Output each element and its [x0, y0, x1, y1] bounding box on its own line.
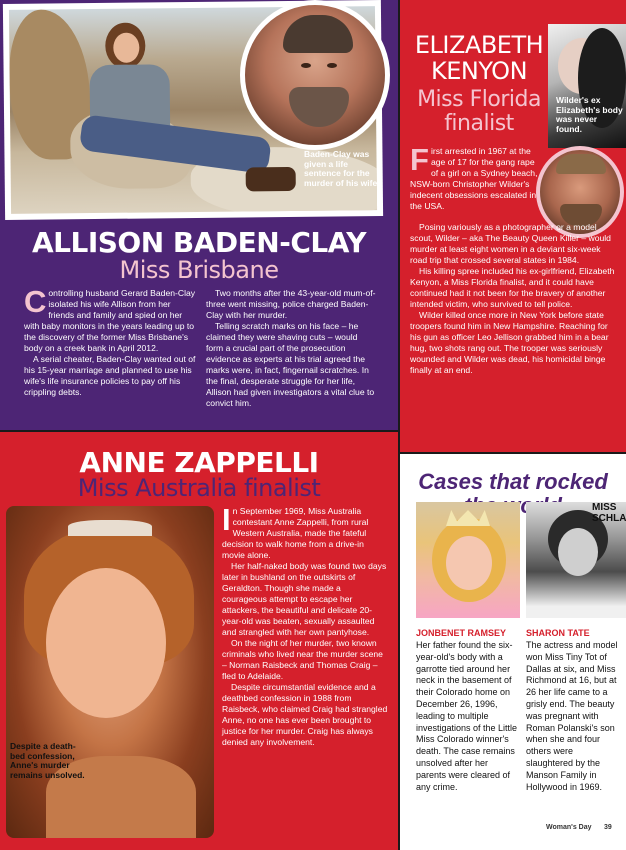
- allison-paragraph: ontrolling husband Gerard Baden-Clay isolated his wife Allison from her friends and family and spied on her with baby monitors in the years leading up to the discovery of the former Miss Brisbane's body on a creek bank in April 2012.: [24, 288, 196, 353]
- elizabeth-panel: [400, 0, 626, 452]
- gerard-eye: [327, 63, 337, 68]
- elizabeth-paragraph: irst arrested in 1967 at the age of 17 for the gang rape of a girl on a Sydney beach, NSW-born Christopher Wilder's indecent obsessions escalated in the USA.: [410, 146, 538, 211]
- gerard-hair: [283, 15, 353, 53]
- elizabeth-title-line: KENYON: [430, 57, 528, 85]
- gerard-beard: [289, 87, 349, 127]
- elizabeth-paragraph: Posing variously as a photographer or a model scout, Wilder – aka The Beauty Queen Killer – would murder at least eight women in a deviant six-week road trip that crossed several states in 1984.: [410, 222, 611, 265]
- elizabeth-subtitle-line: finalist: [444, 111, 514, 136]
- jonbenet-photo: [416, 502, 520, 618]
- anne-dropcap: I: [222, 502, 231, 537]
- allison-paragraph: Telling scratch marks on his face – he claimed they were shaving cuts – would form a crucial part of the prosecution evidence as experts at his trial agreed the marks were, in fact, fingernail scratches. In the final, desperate struggle for her life, Allison had given investigators a vital clue to convict him.: [206, 321, 375, 408]
- anne-photo: [6, 506, 214, 838]
- cases-panel: [400, 454, 626, 850]
- anne-paragraph: n September 1969, Miss Australia contestant Anne Zappelli, from rural Western Australia, made the fateful decision to walk home from a drive-in movie alone.: [222, 506, 369, 560]
- allison-panel: [0, 0, 398, 430]
- elizabeth-subtitle: [404, 88, 554, 136]
- elizabeth-paragraph: Wilder killed once more in New York before state troopers found him in New Hampshire. Reaching for his gun as officer Leo Jellison grabbed him in a bear hug, two shots rang out. The trooper was seriously wounded and Wilder was dead, his homicidal binge finally at an end.: [410, 310, 609, 375]
- elizabeth-title: [404, 32, 554, 84]
- gerard-eye: [301, 63, 311, 68]
- anne-face: [46, 568, 166, 718]
- allison-title: ALLISON BADEN-CLAY: [31, 226, 366, 259]
- anne-caption: Despite a death-bed confession, Anne's murder remains unsolved.: [10, 741, 85, 780]
- sharon-face: [558, 528, 598, 576]
- sharon-body: The actress and model won Miss Tiny Tot of Dallas at six, and Miss Richmond at 16, but at 26 her life came to a grisly end. The beauty was pregnant with Roman Polanski's son when she and four others were slaughtered by the Manson Family in Hollywood in 1969.: [526, 640, 618, 792]
- anne-title: ANNE ZAPPELLI: [79, 446, 319, 479]
- allison-paragraph: Two months after the 43-year-old mum-of-three went missing, police charged Baden-Clay with her murder.: [206, 288, 376, 320]
- anne-text: [222, 502, 388, 748]
- anne-subtitle: Miss Australia finalist: [77, 474, 321, 502]
- allison-column-2: [206, 288, 376, 409]
- page-number: 39: [604, 824, 612, 831]
- anne-panel: [0, 432, 398, 850]
- wilder-hair: [556, 154, 606, 174]
- allison-boots: [246, 167, 296, 192]
- sharon-photo: [526, 502, 626, 618]
- tiara-icon: [68, 520, 152, 536]
- sharon-heading: SHARON TATE: [526, 628, 590, 638]
- allison-paragraph: A serial cheater, Baden-Clay wanted out of his 15-year marriage and planned to use his wife's life insurance policies to pay off his crippling debts.: [24, 354, 196, 397]
- elizabeth-caption: Wilder's ex Elizabeth's body was never found.: [556, 95, 623, 134]
- elizabeth-text-bottom: [410, 222, 620, 376]
- gerard-portrait: [240, 0, 390, 150]
- allison-column-1: [24, 284, 196, 398]
- jonbenet-heading: JONBENET RAMSEY: [416, 628, 507, 638]
- magazine-name: Woman's Day: [546, 824, 592, 831]
- jonbenet-face: [446, 536, 492, 590]
- allison-subtitle: Miss Brisbane: [119, 256, 279, 284]
- anne-paragraph: Despite circumstantial evidence and a deathbed confession in 1988 from Raisbeck, who claimed Craig had strangled Anne, no one has ever been brought to justice for her murder. Craig has always denied any involvement.: [222, 682, 388, 747]
- allison-dropcap: C: [24, 284, 47, 319]
- elizabeth-dropcap: F: [410, 142, 429, 177]
- anne-paragraph: Her half-naked body was found two days later in bushland on the outskirts of Geraldton. Though she made a courageous attempt to escape her attackers, the beautiful and delicate 20-year-old was beaten, sexually assaulted and strangled with her own pantyhose.: [222, 561, 387, 637]
- gerard-caption: Baden-Clay was given a life sentence for the murder of his wife.: [304, 149, 380, 188]
- elizabeth-paragraph: His killing spree included his ex-girlfriend, Elizabeth Kenyon, a Miss Florida finalist, and it could have continued had it not been for the bravery of another intended victim, who survived to tell police.: [410, 266, 615, 309]
- jonbenet-body: Her father found the six-year-old's body with a garrotte tied around her neck in the basement of their Colorado home on December 26, 1996, leading to multiple investigations of the Little Miss Colorado winner's death. The case remains unsolved after her parents were cleared of any crime.: [416, 640, 518, 792]
- sash-text: MISS SCHLA: [592, 502, 626, 524]
- elizabeth-subtitle-line: Miss Florida: [417, 87, 541, 112]
- allison-face: [113, 33, 139, 63]
- elizabeth-text-top: [410, 142, 540, 212]
- elizabeth-title-line: ELIZABETH: [414, 31, 544, 59]
- anne-paragraph: On the night of her murder, two known criminals who lived near the murder scene – Norman Raisbeck and Thomas Craig – fled to Adelaide.: [222, 638, 383, 681]
- crown-icon: [446, 510, 490, 526]
- cases-title-line: Cases that rocked: [418, 469, 608, 494]
